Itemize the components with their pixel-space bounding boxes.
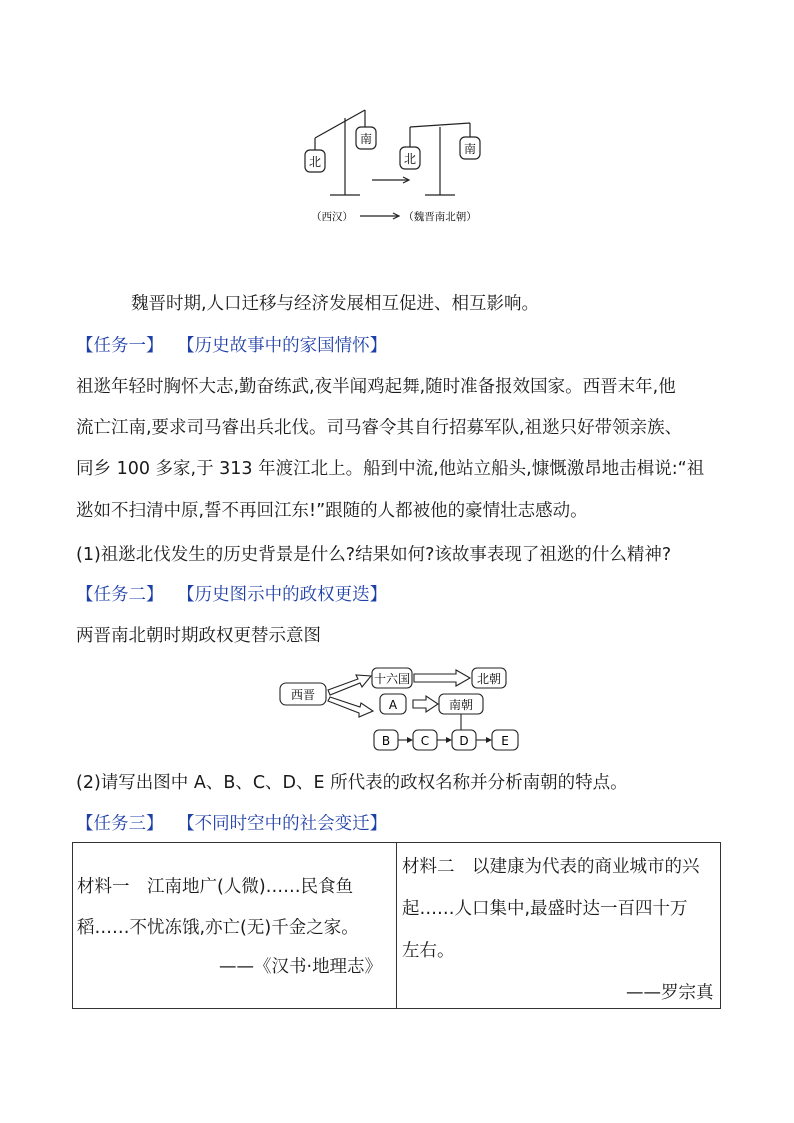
material2-line: 起……人口集中,最盛时达一百四十万	[402, 899, 688, 919]
table-divider	[396, 843, 397, 1008]
question-2: (2)请写出图中 A、B、C、D、E 所代表的政权名称并分析南朝的特点。	[76, 773, 628, 793]
diagram2-title: 两晋南北朝时期政权更替示意图	[76, 626, 321, 646]
regime-succession-diagram	[276, 664, 526, 754]
story-line: 祖逖年轻时胸怀大志,勤奋练武,夜半闻鸡起舞,随时准备报效国家。西晋末年,他	[76, 377, 676, 397]
story-line: 逖如不扫清中原,誓不再回江东!”跟随的人都被他的豪情壮志感动。	[76, 501, 588, 521]
material1-line: 稻……不忧冻饿,亦亡(无)千金之家。	[77, 918, 359, 938]
right-north-label: 北	[403, 152, 417, 166]
left-north-label: 北	[308, 155, 322, 169]
task2-heading	[76, 583, 387, 607]
node-northern-dynasties: 北朝	[476, 672, 502, 686]
task1-heading	[76, 334, 387, 358]
left-south-label: 南	[359, 132, 373, 146]
task2-label: 【任务二】	[76, 585, 164, 605]
material1-source: ——《汉书·地理志》	[219, 957, 383, 977]
node-d: D	[459, 734, 469, 748]
story-line: 流亡江南,要求司马睿出兵北伐。司马睿令其自行招募军队,祖逖只好带领亲族、	[76, 418, 683, 438]
node-xijin: 西晋	[290, 688, 316, 702]
task2-title: 【历史图示中的政权更迭】	[177, 585, 388, 605]
question-1: (1)祖逖北伐发生的历史背景是什么?结果如何?该故事表现了祖逖的什么精神?	[76, 545, 672, 565]
caption-western-han: （西汉）	[311, 211, 353, 223]
material2-source: ——罗宗真	[626, 983, 714, 1003]
task1-title: 【历史故事中的家国情怀】	[177, 336, 388, 356]
task3-label: 【任务三】	[76, 814, 164, 834]
materials-table	[72, 842, 721, 1009]
material1-line: 材料一 江南地广(人微)……民食鱼	[77, 877, 354, 897]
material2-line: 材料二 以建康为代表的商业城市的兴	[402, 857, 700, 877]
node-c: C	[420, 734, 430, 748]
node-b: B	[381, 734, 391, 748]
right-south-label: 南	[463, 142, 477, 156]
caption-wei-jin: （魏晋南北朝）	[403, 211, 477, 223]
node-sixteen-kingdoms: 十六国	[373, 672, 411, 686]
node-a: A	[388, 698, 398, 712]
node-southern-dynasties: 南朝	[448, 698, 474, 712]
story-line: 同乡 100 多家,于 313 年渡江北上。船到中流,他站立船头,慷慨激昂地击楫说:“祖	[76, 459, 705, 479]
node-e: E	[501, 734, 509, 748]
task3-heading	[76, 812, 387, 836]
task1-label: 【任务一】	[76, 336, 164, 356]
population-balance-diagram	[290, 100, 510, 230]
material2-line: 左右。	[402, 941, 455, 961]
task3-title: 【不同时空中的社会变迁】	[177, 814, 388, 834]
intro-text: 魏晋时期,人口迁移与经济发展相互促进、相互影响。	[131, 294, 540, 314]
